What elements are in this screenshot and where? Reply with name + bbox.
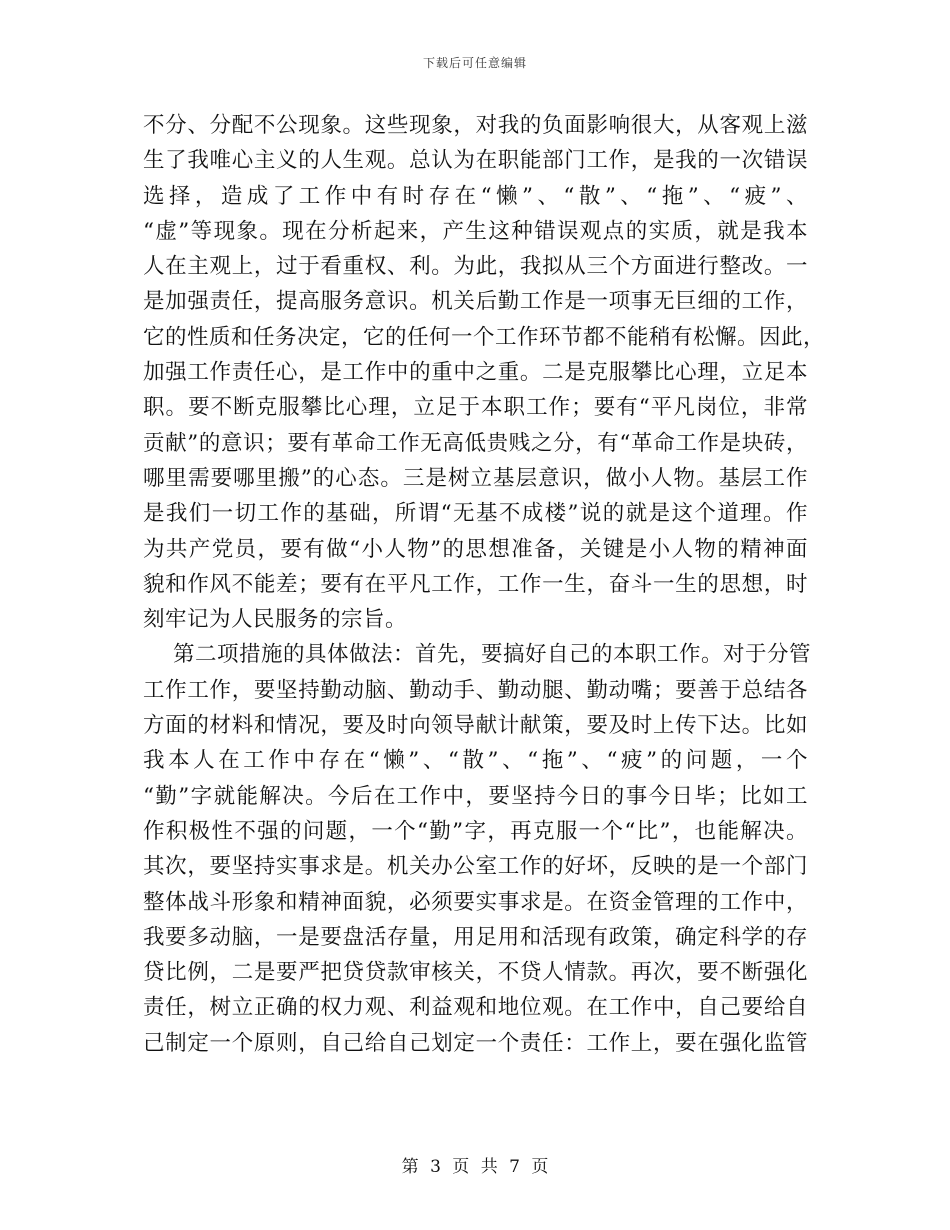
text-line: 职。要不断克服攀比心理，立足于本职工作；要有“平凡岗位，非常 xyxy=(143,395,808,421)
text-line: 不分、分配不公现象。这些现象，对我的负面影响很大，从客观上滋 xyxy=(143,113,808,138)
text-line: 加强工作责任心，是工作中的重中之重。二是克服攀比心理，立足本 xyxy=(143,360,808,386)
page-header: 下载后可任意编辑 xyxy=(422,56,527,70)
text-line: 贷比例，二是要严把贷贷款审核关，不贷人情款。再次，要不断强化 xyxy=(143,960,808,986)
text-line: 刻牢记为人民服务的宗旨。 xyxy=(143,607,408,633)
text-line: “勤”字就能解决。今后在工作中，要坚持今日的事今日毕；比如工 xyxy=(143,783,808,809)
text-line: 整体战斗形象和精神面貌，必须要实事求是。在资金管理的工作中， xyxy=(143,889,808,915)
text-line: 选择，造成了工作中有时存在“懒”、“散”、“拖”、“疲”、 xyxy=(143,183,808,209)
text-line: 贡献”的意识；要有革命工作无高低贵贱之分，有“革命工作是块砖， xyxy=(143,430,808,456)
text-line: “虚”等现象。现在分析起来，产生这种错误观点的实质，就是我本 xyxy=(143,218,808,244)
page-footer: 第 3 页 共 7 页 xyxy=(401,1157,549,1177)
text-line: 我要多动脑，一是要盘活存量，用足用和活现有政策，确定科学的存 xyxy=(143,924,808,950)
text-line: 人在主观上，过于看重权、利。为此，我拟从三个方面进行整改。一 xyxy=(143,254,808,280)
paragraph xyxy=(143,108,826,637)
text-line: 方面的材料和情况，要及时向领导献计献策，要及时上传下达。比如 xyxy=(143,713,808,739)
text-line: 哪里需要哪里搬”的心态。三是树立基层意识，做小人物。基层工作 xyxy=(143,465,808,491)
text-line: 我本人在工作中存在“懒”、“散”、“拖”、“疲”的问题，一个 xyxy=(143,748,808,774)
paragraph xyxy=(143,637,812,1061)
text-line: 己制定一个原则，自己给自己划定一个责任：工作上，要在强化监管 xyxy=(143,1030,808,1056)
text-line: 责任，树立正确的权力观、利益观和地位观。在工作中，自己要给自 xyxy=(143,995,808,1021)
text-line: 作积极性不强的问题，一个“勤”字，再克服一个“比”，也能解决。 xyxy=(143,818,808,844)
text-line: 是加强责任，提高服务意识。机关后勤工作是一项事无巨细的工作， xyxy=(143,289,808,315)
text-line: 其次，要坚持实事求是。机关办公室工作的好坏，反映的是一个部门 xyxy=(143,854,808,880)
document-body xyxy=(143,108,826,1061)
text-line: 第二项措施的具体做法：首先，要搞好自己的本职工作。对于分管 xyxy=(173,642,812,668)
text-line: 它的性质和任务决定，它的任何一个工作环节都不能稍有松懈。因此， xyxy=(143,324,826,350)
text-line: 生了我唯心主义的人生观。总认为在职能部门工作，是我的一次错误 xyxy=(143,148,808,174)
text-line: 貌和作风不能差；要有在平凡工作，工作一生，奋斗一生的思想，时 xyxy=(143,571,808,597)
text-line: 是我们一切工作的基础，所谓“无基不成楼”说的就是这个道理。作 xyxy=(143,501,808,527)
text-line: 为共产党员，要有做“小人物”的思想准备，关键是小人物的精神面 xyxy=(143,536,808,562)
text-line: 工作工作，要坚持勤动脑、勤动手、勤动腿、勤动嘴；要善于总结各 xyxy=(143,677,808,703)
